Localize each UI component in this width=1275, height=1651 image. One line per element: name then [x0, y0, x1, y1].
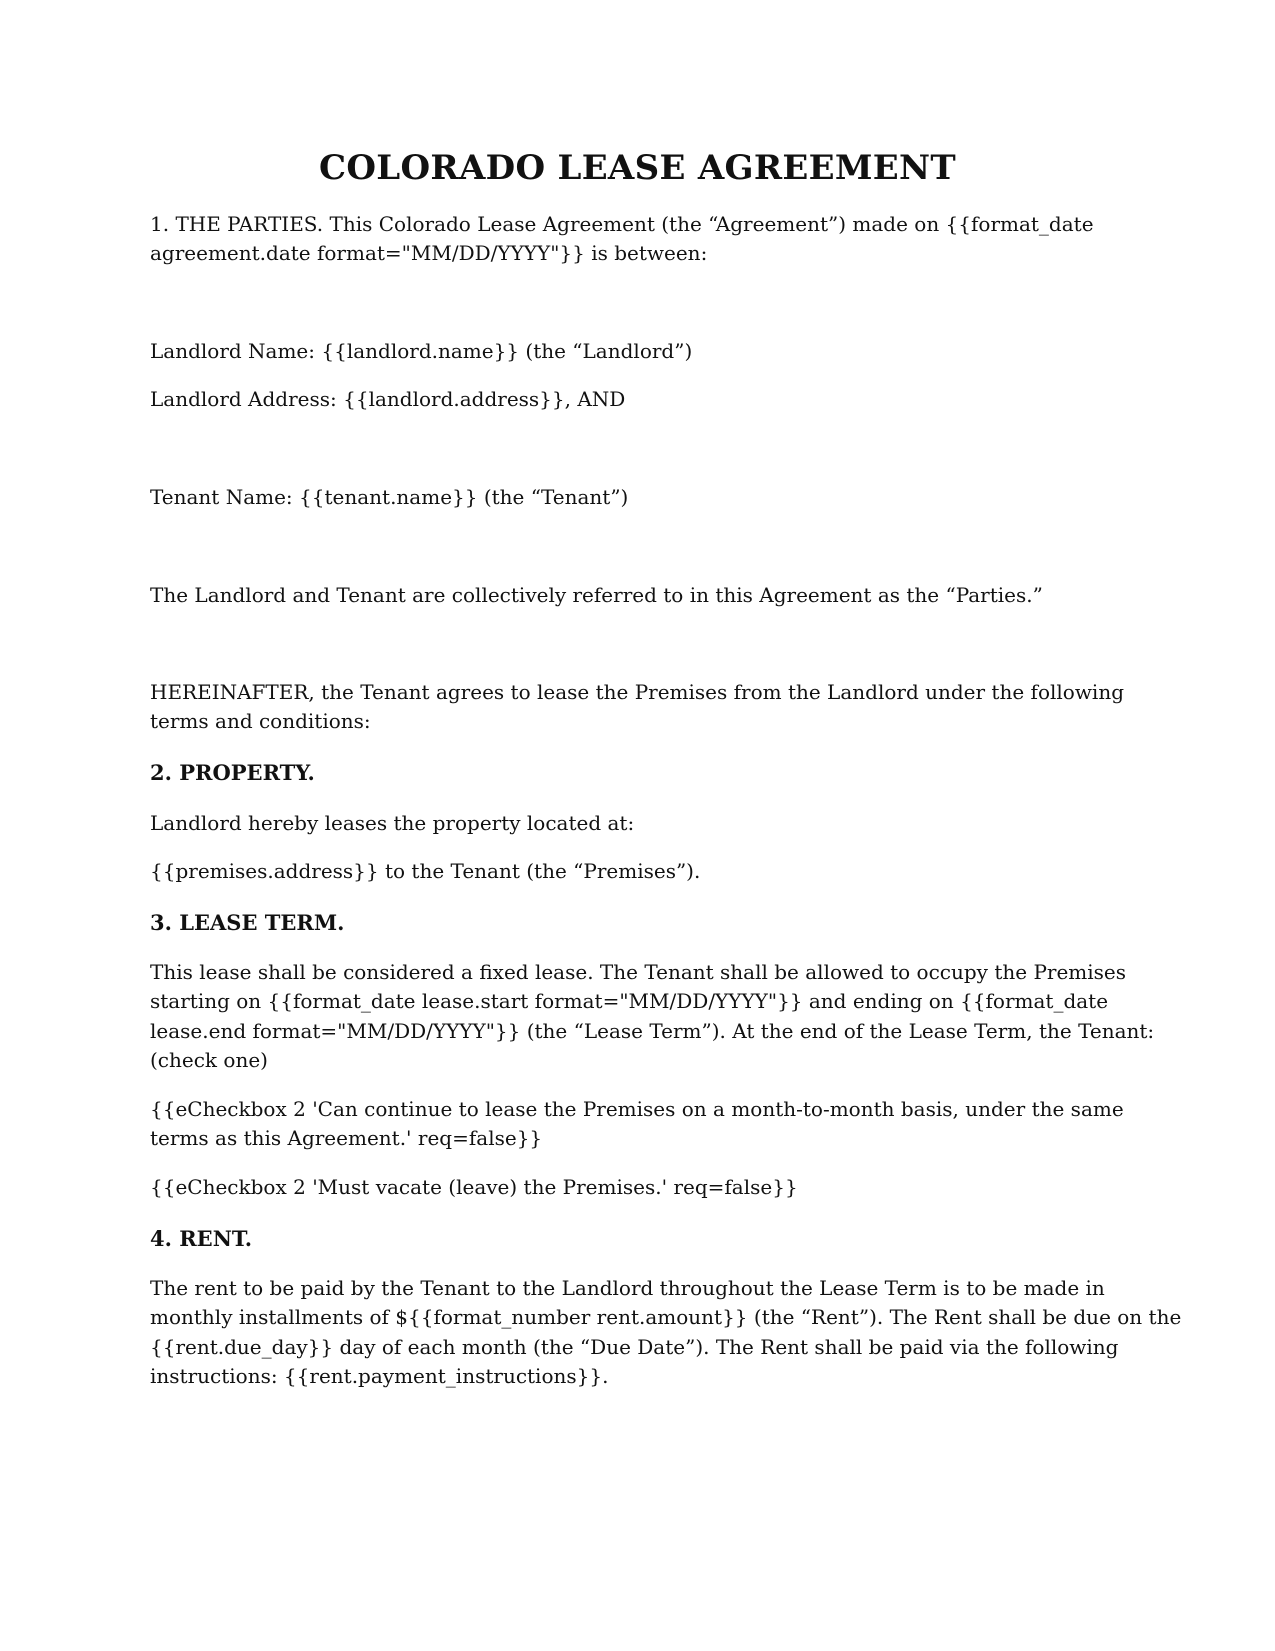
- rent-line-4: instructions: {{rent.payment_instructions}}.: [150, 1364, 609, 1388]
- lease-term-option-2: {{eCheckbox 2 'Must vacate (leave) the Premises.' req=false}}: [150, 1175, 798, 1199]
- property-heading: 2. PROPERTY.: [150, 760, 315, 785]
- property-line-2: {{premises.address}} to the Tenant (the “Premises”).: [150, 859, 701, 883]
- hereinafter-line-1: HEREINAFTER, the Tenant agrees to lease the Premises from the Landlord under the following: [150, 680, 1125, 704]
- landlord-name-line: Landlord Name: {{landlord.name}} (the “Landlord”): [150, 339, 693, 363]
- tenant-name-line: Tenant Name: {{tenant.name}} (the “Tenant”): [150, 485, 629, 509]
- lease-term-option-1-line-1: {{eCheckbox 2 'Can continue to lease the Premises on a month-to-month basis, under the same: [150, 1097, 1124, 1121]
- property-line-1: Landlord hereby leases the property located at:: [150, 811, 635, 835]
- rent-heading: 4. RENT.: [150, 1226, 253, 1251]
- parties-intro-line-2: agreement.date format="MM/DD/YYYY"}} is between:: [150, 241, 708, 265]
- lease-term-line-2: starting on {{format_date lease.start format="MM/DD/YYYY"}} and ending on {{format_date: [150, 989, 1109, 1013]
- lease-term-line-4: (check one): [150, 1048, 268, 1072]
- hereinafter-line-2: terms and conditions:: [150, 709, 371, 733]
- lease-term-line-3: lease.end format="MM/DD/YYYY"}} (the “Lease Term”). At the end of the Lease Term, the Tenant:: [150, 1019, 1155, 1043]
- parties-collective-line: The Landlord and Tenant are collectively referred to in this Agreement as the “Parties.”: [150, 583, 1043, 607]
- landlord-address-line: Landlord Address: {{landlord.address}}, AND: [150, 387, 626, 411]
- parties-intro-line-1: 1. THE PARTIES. This Colorado Lease Agreement (the “Agreement”) made on {{format_date: [150, 212, 1094, 236]
- lease-term-line-1: This lease shall be considered a fixed lease. The Tenant shall be allowed to occupy the Premises: [150, 960, 1127, 984]
- lease-term-option-1-line-2: terms as this Agreement.' req=false}}: [150, 1126, 543, 1150]
- document-title: COLORADO LEASE AGREEMENT: [319, 148, 956, 188]
- rent-line-3: {{rent.due_day}} day of each month (the “Due Date”). The Rent shall be paid via the following: [150, 1335, 1119, 1359]
- lease-term-heading: 3. LEASE TERM.: [150, 910, 345, 935]
- rent-line-2: monthly installments of ${{format_number rent.amount}} (the “Rent”). The Rent shall be due on the: [150, 1305, 1182, 1329]
- rent-line-1: The rent to be paid by the Tenant to the Landlord throughout the Lease Term is to be made in: [150, 1276, 1105, 1300]
